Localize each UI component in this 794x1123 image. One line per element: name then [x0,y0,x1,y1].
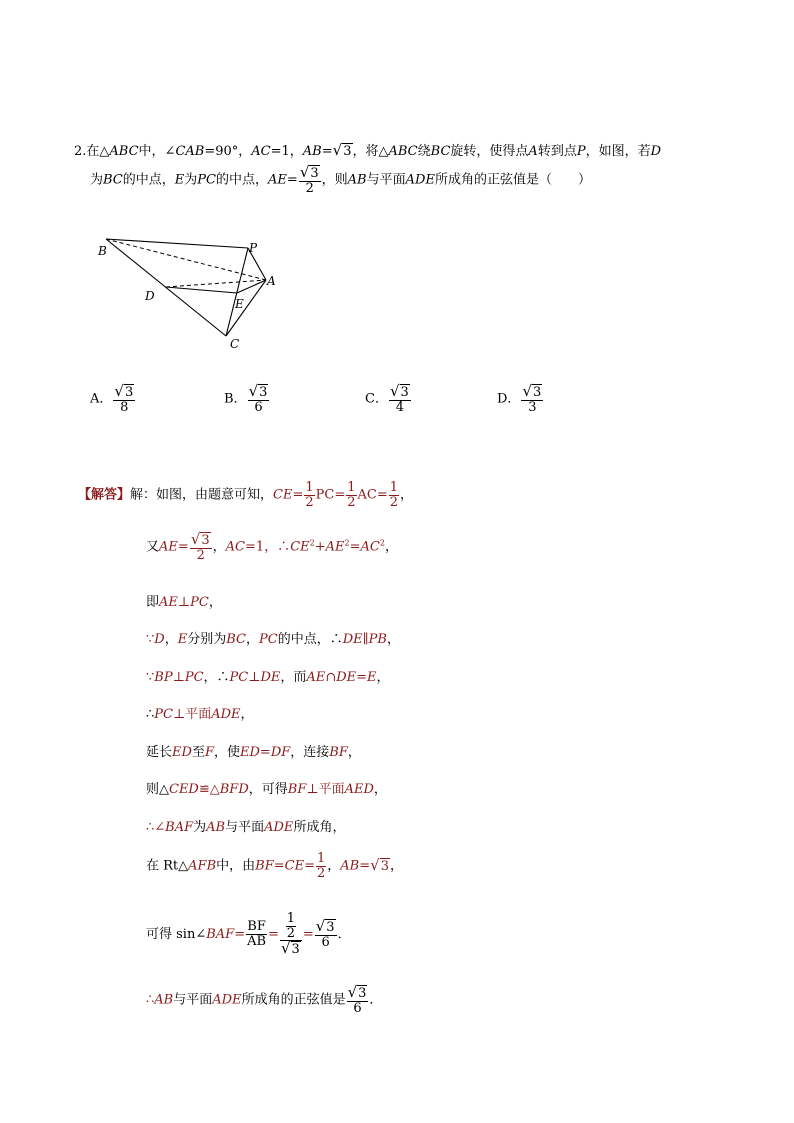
text: 中，由 [216,858,256,874]
text: =90°， [204,144,252,159]
solution-line-6 [146,703,254,722]
text: ， [376,670,390,685]
text: = [359,858,371,874]
option-d [497,384,544,414]
text: 与平面 [225,820,265,835]
text: = [292,487,304,503]
text: ∵ [146,632,155,647]
text: B． [224,391,247,407]
text: 延长 [146,745,173,760]
text: ， [373,782,387,797]
text: AC [251,144,271,159]
edge-DA-dashed [166,280,266,287]
text: DE [342,632,363,647]
text: = [286,172,298,188]
solution-line-9 [146,816,345,835]
text: BF [329,745,348,760]
text: D [650,144,662,159]
text: ∥ [362,632,369,647]
sqrt: √3 [332,141,352,159]
text: ， [384,539,398,555]
text: 与平面 [366,172,406,188]
text: = [268,927,279,943]
text: 2 [309,538,315,548]
text: DE [336,670,357,685]
text: ⊥平面 [306,782,345,797]
fraction: $\frac{BF}{AB}$ [247,919,267,950]
text: 在 Rt△ [146,858,189,874]
text: AE [325,539,345,555]
text: 又 [146,539,160,555]
text: = [302,927,314,943]
text: A [528,144,538,159]
solution-line-7 [146,741,361,760]
edge-DE [166,287,237,293]
text: AC= [357,487,388,503]
text: = [273,858,285,874]
text: D． [497,391,521,407]
text: 所成角， [293,820,346,835]
text: CED [169,782,199,797]
text: 为 [184,172,198,188]
text: ，可得 [248,782,288,797]
text: ， [208,595,222,610]
text: 与平面 [173,992,213,1008]
text: AE [159,539,178,555]
text: AB [340,858,360,874]
text: BAF [165,820,194,835]
text: PC [190,595,209,610]
text: ，连接 [290,745,330,760]
text: =1，∴ [245,539,291,555]
text: 中，∠ [138,144,176,159]
text: ED [172,745,192,760]
text: AB [302,144,322,159]
text: CAB [175,144,205,159]
text: D [154,632,165,647]
text: 2 [344,538,350,548]
fraction: $\frac{1}{2}$ [389,480,399,510]
text: ⊥ [172,670,185,685]
text: C． [365,391,388,407]
fraction: $\frac{√3}{2}$ [190,530,210,563]
text: ， [212,539,226,555]
question-line-2 [90,165,591,195]
text: = [321,144,333,159]
fraction: $\frac{√3}{4}$ [389,382,409,415]
text: 分别为 [187,632,227,647]
text: 所成角的正弦值是 [241,992,346,1008]
text: PC= [315,487,346,503]
text: ， [164,632,178,647]
text: ∴ [146,992,155,1008]
text: PC [229,670,249,685]
text: ∩ [325,670,337,685]
text: BAF [206,927,235,943]
text: E [367,670,377,685]
text: AB [154,992,174,1008]
text: ∴∠ [146,820,166,835]
text: + [314,539,326,555]
text: DF [270,745,291,760]
label-D: D [145,289,155,303]
text: AE [268,172,287,188]
text: BF [287,782,307,797]
text: PC [259,632,278,647]
text: 为 [193,820,207,835]
label-E: E [235,297,244,311]
text: 转到点 [537,144,577,159]
text: PC [197,172,216,188]
label-P: P [249,241,258,255]
text: ， [240,707,254,722]
text: 旋转，使得点 [450,144,529,159]
text: AC [360,539,380,555]
solution-line-10 [146,852,403,880]
text: ED [240,745,260,760]
text: BC [103,172,123,188]
text: 为 [90,172,104,188]
text: ADE [211,707,241,722]
solution-line-3 [146,591,222,610]
text: ADE [212,992,242,1008]
text: ，而 [280,670,307,685]
text: AB [206,820,226,835]
label-B: B [98,244,107,258]
fraction: $\frac{√3}{6}$ [248,382,268,415]
fraction: $\frac{1}{2}$ [305,480,314,510]
text: ，如图，若 [585,144,651,159]
text: ABC [109,144,139,159]
text: = [177,539,189,555]
option-c [365,384,412,414]
text: = [349,539,361,555]
text: AED [344,782,374,797]
text: 的中点，∴ [277,632,343,647]
fraction: $\frac{√3}{6}$ [347,983,367,1016]
text: 即 [146,595,160,610]
text: PC [154,707,173,722]
solution-line-11 [146,912,351,957]
text: = [234,927,246,943]
text: = [304,858,315,874]
text: PC [184,670,204,685]
text: AE [159,595,178,610]
text: CE [290,539,310,555]
geometry-figure [90,230,290,355]
edge-BA-dashed [106,239,266,280]
option-b [224,384,270,414]
text: ， [389,858,403,874]
text: ∵ [146,670,155,685]
option-a [90,384,136,414]
text: AFB [188,858,217,874]
compound-fraction: $\frac{\frac{1}{2}}{√3}$ [280,911,300,958]
text: 的中点， [122,172,175,188]
text: 的中点， [216,172,269,188]
text: 解：如图，由题意可知， [130,487,274,503]
text: 2.在△ [74,144,110,159]
text: CE [284,858,305,874]
solution-line-4 [146,628,400,647]
text: ， [400,487,414,503]
text: ，则 [321,172,348,188]
solution-line-1 [78,481,413,509]
solution-line-5 [146,666,390,685]
text: ABC [388,144,418,159]
text: E [174,172,185,188]
text: =1， [270,144,303,159]
text: ，∴ [203,670,230,685]
text: ， [386,632,400,647]
label-A: A [267,274,276,288]
text: 至 [191,745,205,760]
solution-line-8 [146,778,387,797]
fraction: $\frac{√3}{8}$ [114,382,134,415]
text: ADE [264,820,294,835]
sqrt: √3 [370,855,389,874]
solution-line-12 [146,985,382,1015]
text: = [259,745,271,760]
text: PB [368,632,387,647]
text: F [204,745,214,760]
text: 可得 sin∠ [146,927,207,943]
text: BP [154,670,173,685]
text: ⊥ [248,670,261,685]
text: BF [255,858,274,874]
text: 所成角的正弦值是（ ） [434,172,591,188]
text: BC [226,632,246,647]
text: 绕 [417,144,431,159]
text: AE [306,670,326,685]
text: 2 [379,538,385,548]
text: ≌△ [198,782,220,797]
edge-BP [106,239,248,248]
text: ， [327,858,341,874]
text: ADE [405,172,435,188]
text: ， [246,632,260,647]
fraction: $\frac{√3}{3}$ [522,382,542,415]
text: CE [273,487,293,503]
text: ⊥ [177,595,191,610]
text: ． [369,992,383,1008]
text: AB [347,172,367,188]
text: AC [225,539,246,555]
text: BC [430,144,451,159]
text: ∴ [146,707,155,722]
text: P [576,144,586,159]
text: 则△ [146,782,169,797]
text: ， [347,745,361,760]
text: ，将△ [352,144,389,159]
text: E [177,632,188,647]
text: BFD [219,782,249,797]
answer-tag: 【解答】 [78,487,131,503]
text: ⊥平面 [172,707,212,722]
fraction: $\frac{√3}{2}$ [299,163,319,196]
label-C: C [230,337,240,351]
text: = [356,670,368,685]
question-line-1 [74,140,661,159]
fraction: $\frac{√3}{6}$ [315,917,335,951]
text: ，使 [213,745,240,760]
text: A． [90,391,113,407]
text: ． [337,927,351,943]
fraction: $\frac{1}{2}$ [316,851,326,881]
text: DE [260,670,281,685]
fraction: $\frac{1}{2}$ [347,480,356,510]
solution-line-2 [146,532,398,562]
